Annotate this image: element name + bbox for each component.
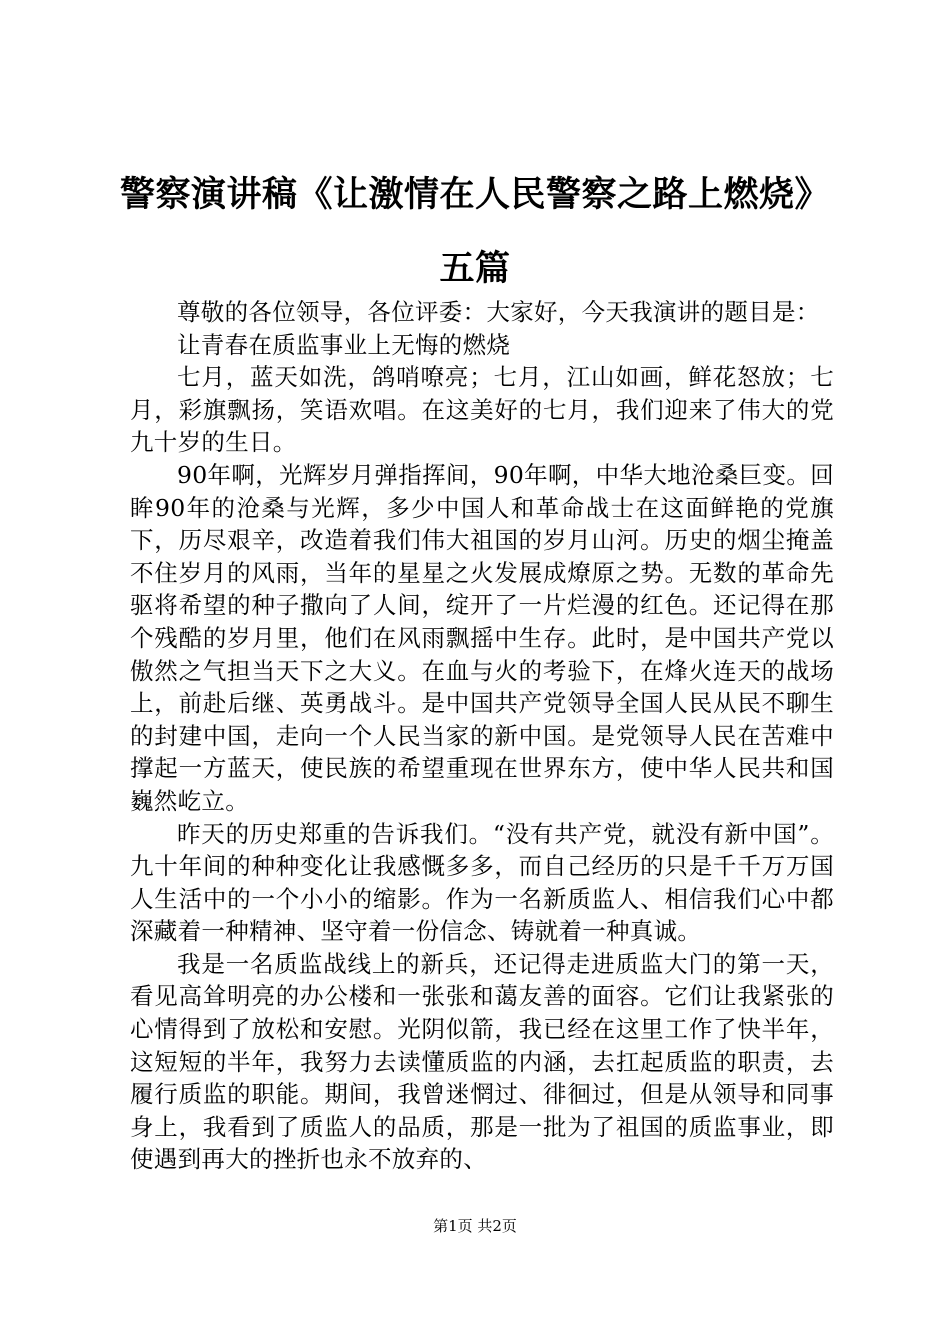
title-line-2: 五篇 [439, 249, 511, 289]
paragraph-greeting: 尊敬的各位领导，各位评委：大家好，今天我演讲的题目是： [177, 298, 820, 326]
paragraph-history: 昨天的历史郑重的告诉我们。“没有共产党，就没有新中国”。九十年间的种种变化让我感慨多多，而自己经历的只是千千万万国人生活中的一个小小的缩影。作为一名新质监人、相信我们心中都深藏着一种精神、坚守着一份信念、铸就着一种真诚。 [130, 819, 834, 946]
document-title [120, 158, 830, 306]
title-line-1: 警察演讲稿《让激情在人民警察之路上燃烧》 [120, 175, 831, 215]
paragraph-july: 七月，蓝天如洗，鸽哨嘹亮；七月，江山如画，鲜花怒放；七月，彩旗飘扬，笑语欢唱。在这美好的七月，我们迎来了伟大的党九十岁的生日。 [130, 363, 834, 457]
paragraph-ninety-years: 90年啊，光辉岁月弹指挥间，90年啊，中华大地沧桑巨变。回眸90年的沧桑与光辉，多少中国人和革命战士在这面鲜艳的党旗下，历尽艰辛，改造着我们伟大祖国的岁月山河。历史的烟尘掩盖不住岁月的风雨，当年的星星之火发展成燎原之势。无数的革命先驱将希望的种子撒向了人间，绽开了一片烂漫的红色。还记得在那个残酷的岁月里，他们在风雨飘摇中生存。此时，是中国共产党以傲然之气担当天下之大义。在血与火的考验下，在烽火连天的战场上，前赴后继、英勇战斗。是中国共产党领导全国人民从民不聊生的封建中国，走向一个人民当家的新中国。是党领导人民在苦难中撑起一方蓝天，使民族的希望重现在世界东方，使中华人民共和国巍然屹立。 [130, 460, 834, 815]
paragraph-topic: 让青春在质监事业上无悔的燃烧 [177, 330, 511, 359]
paragraph-new-recruit: 我是一名质监战线上的新兵，还记得走进质监大门的第一天，看见高耸明亮的办公楼和一张张和蔼友善的面容。它们让我紧张的心情得到了放松和安慰。光阴似箭，我已经在这里工作了快半年，这短短的半年，我努力去读懂质监的内涵，去扛起质监的职责，去履行质监的职能。期间，我曾迷惘过、徘徊过，但是从领导和同事身上，我看到了质监人的品质，那是一批为了祖国的质监事业，即使遇到再大的挫折也永不放弃的、 [130, 949, 834, 1174]
document-body [130, 296, 834, 1176]
page-footer: 第1页 共2页 [433, 1217, 517, 1235]
